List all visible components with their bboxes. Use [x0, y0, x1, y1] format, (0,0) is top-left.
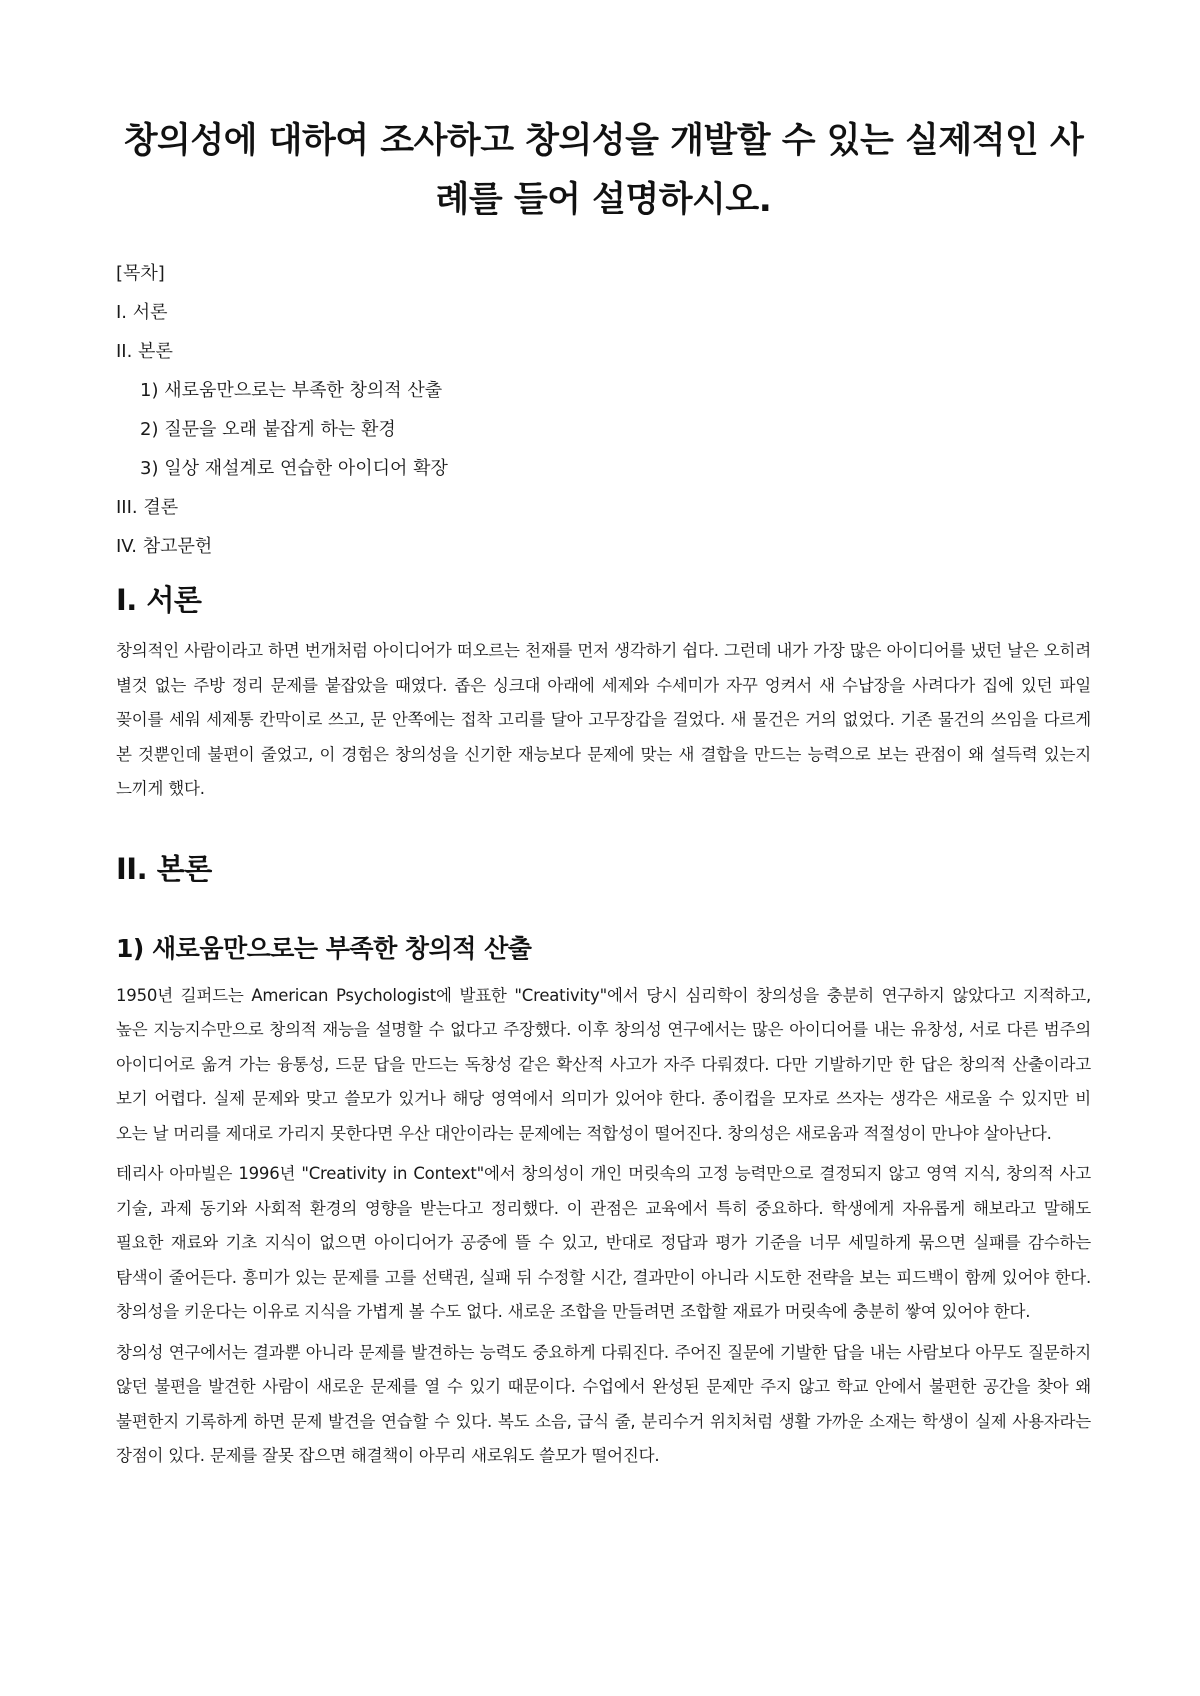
toc-item: III. 결론 [116, 497, 179, 518]
body-paragraph: 1950년 길퍼드는 American Psychologist에 발표한 "Creativity"에서 당시 심리학이 창의성을 충분히 연구하지 않았다고 지적하고, 높은 지능지수만으로 창의적 재능을 설명할 수 없다고 주장했다. 이후 창의성 연구에서는 많은 아이디어를 내는 유창성, 서로 다른 범주의 아이디어로 옮겨 가는 융통성, 드문 답을 만드는 독창성 같은 확산적 사고가 자주 다뤄졌다. 다만 기발하기만 한 답은 창의적 산출이라고 보기 어렵다. 실제 문제와 맞고 쓸모가 있거나 해당 영역에서 의미가 있어야 한다. 종이컵을 모자로 쓰자는 생각은 새로울 수 있지만 비 오는 날 머리를 제대로 가리지 못한다면 우산 대안이라는 문제에는 적합성이 떨어진다. 창의성은 새로움과 적절성이 만나야 살아난다. [116, 985, 1091, 1143]
section-heading-intro: I. 서론 [116, 583, 202, 617]
toc-subitem: 3) 일상 재설계로 연습한 아이디어 확장 [140, 458, 448, 479]
toc-subitem: 2) 질문을 오래 붙잡게 하는 환경 [140, 419, 396, 440]
toc-item: IV. 참고문헌 [116, 536, 213, 557]
toc-subitem: 1) 새로움만으로는 부족한 창의적 산출 [140, 380, 443, 401]
spacer [116, 813, 1091, 837]
subsection-heading-1: 1) 새로움만으로는 부족한 창의적 산출 [116, 933, 532, 963]
toc-label: [목차] [116, 263, 165, 284]
toc-item: II. 본론 [116, 341, 173, 362]
document-title: 창의성에 대하여 조사하고 창의성을 개발할 수 있는 실제적인 사례를 들어 설명하시오. [123, 121, 1084, 220]
spacer [116, 903, 1091, 917]
document-page [116, 112, 1091, 1480]
intro-paragraph: 창의적인 사람이라고 하면 번개처럼 아이디어가 떠오르는 천재를 먼저 생각하기 쉽다. 그런데 내가 가장 많은 아이디어를 냈던 날은 오히려 별것 없는 주방 정리 문제를 붙잡았을 때였다. 좁은 싱크대 아래에 세제와 수세미가 자꾸 엉켜서 새 수납장을 사려다가 집에 있던 파일 꽂이를 세워 세제통 칸막이로 쓰고, 문 안쪽에는 접착 고리를 달아 고무장갑을 걸었다. 새 물건은 거의 없었다. 기존 물건의 쓰임을 다르게 본 것뿐인데 불편이 줄었고, 이 경험은 창의성을 신기한 재능보다 문제에 맞는 새 결합을 만드는 능력으로 보는 관점이 왜 설득력 있는지 느끼게 했다. [116, 641, 1091, 798]
toc-item: I. 서론 [116, 302, 168, 323]
body-paragraph: 테리사 아마빌은 1996년 "Creativity in Context"에서 창의성이 개인 머릿속의 고정 능력만으로 결정되지 않고 영역 지식, 창의적 사고 기술, 과제 동기와 사회적 환경의 영향을 받는다고 정리했다. 이 관점은 교육에서 특히 중요하다. 학생에게 자유롭게 해보라고 말해도 필요한 재료와 기초 지식이 없으면 아이디어가 공중에 뜰 수 있고, 반대로 정답과 평가 기준을 너무 세밀하게 묶으면 실패를 감수하는 탐색이 줄어든다. 흥미가 있는 문제를 고를 선택권, 실패 뒤 수정할 시간, 결과만이 아니라 시도한 전략을 보는 피드백이 함께 있어야 한다. 창의성을 키운다는 이유로 지식을 가볍게 볼 수도 없다. 새로운 조합을 만들려면 조합할 재료가 머릿속에 충분히 쌓여 있어야 한다. [116, 1164, 1091, 1321]
section-heading-body: II. 본론 [116, 851, 212, 886]
table-of-contents [116, 254, 1091, 566]
body-paragraph: 창의성 연구에서는 결과뿐 아니라 문제를 발견하는 능력도 중요하게 다뤄진다. 주어진 질문에 기발한 답을 내는 사람보다 아무도 질문하지 않던 불편을 발견한 사람이 새로운 문제를 열 수 있기 때문이다. 수업에서 완성된 문제만 주지 않고 학교 안에서 불편한 공간을 찾아 왜 불편한지 기록하게 하면 문제 발견을 연습할 수 있다. 복도 소음, 급식 줄, 분리수거 위치처럼 생활 가까운 소재는 학생이 실제 사용자라는 장점이 있다. 문제를 잘못 잡으면 해결책이 아무리 새로워도 쓸모가 떨어진다. [116, 1342, 1091, 1465]
